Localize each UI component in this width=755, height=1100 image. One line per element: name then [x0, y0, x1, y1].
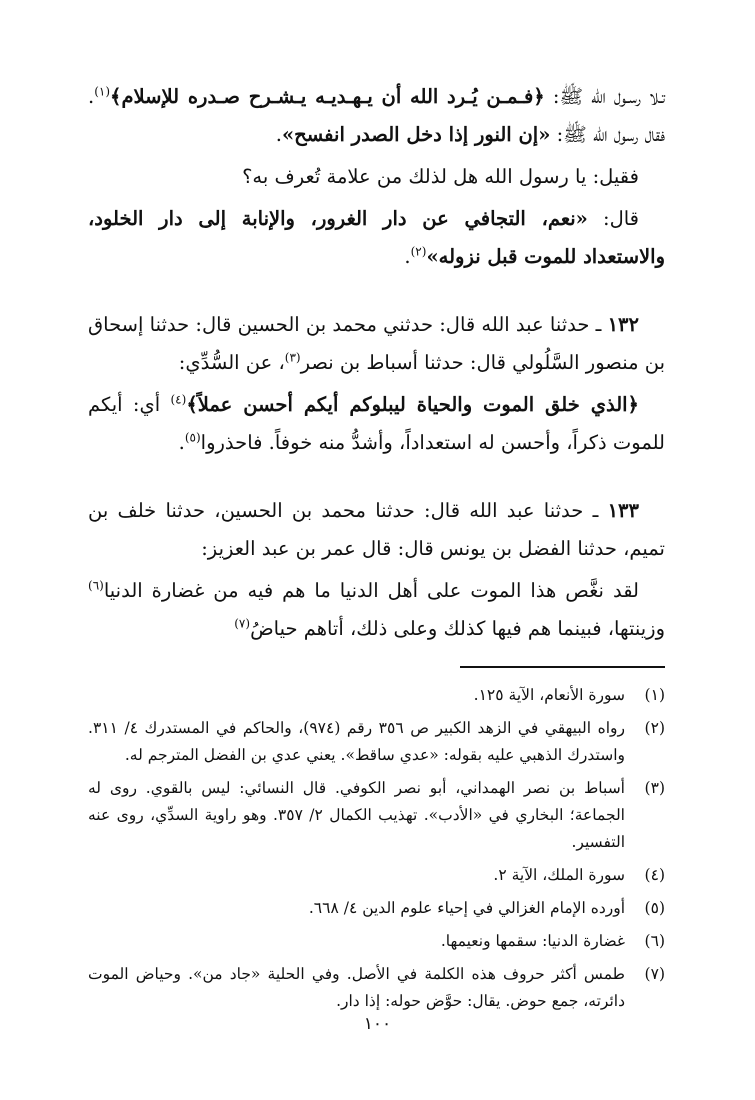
footnote-number: (١) [644, 686, 665, 704]
quran-verse: ﴿الذي خلق الموت والحياة ليبلوكم أيكم أحسن عملاً﴾ [186, 393, 639, 416]
footnote-divider [460, 666, 665, 668]
paragraph-umar-saying [88, 572, 665, 648]
text-run: . فقال رسول الله ﷺ: [88, 85, 665, 146]
footnote-number: (٢) [644, 719, 665, 737]
footnote-3 [88, 775, 665, 856]
footnote-number: (٥) [644, 899, 665, 917]
text-run: فقيل: يا رسول الله هل لذلك من علامة تُعرف به؟ [242, 165, 639, 188]
text-run: ـ حدثنا عبد الله قال: حدثنا محمد بن الحسين، حدثنا خلف بن تميم، حدثنا الفضل بن يونس قال: قال عمر بن عبد العزيز: [88, 499, 665, 560]
text-run: ، عن السُّدِّي: [178, 351, 285, 374]
footnote-ref[interactable]: (٣) [284, 350, 301, 365]
footnote-text: أسباط بن نصر الهمداني، أبو نصر الكوفي. قال النسائي: ليس بالقوي. روى له الجماعة؛ البخاري في «الأدب». تهذيب الكمال ٢/ ٣٥٧. وهو راوية السدِّي، روى عنه التفسير. [88, 779, 625, 851]
footnote-text: أورده الإمام الغزالي في إحياء علوم الدين ٤/ ٦٦٨. [308, 899, 625, 917]
footnote-6 [88, 928, 665, 955]
text-run: وزينتها، فبينما هم فيها كذلك وعلى ذلك، أتاهم حياضُ [250, 617, 665, 640]
footnote-number: (٣) [644, 779, 665, 797]
paragraph-verse-commentary [88, 386, 665, 462]
footnote-number: (٦) [644, 932, 665, 950]
narration-132 [88, 306, 665, 382]
text-run: . [275, 123, 282, 146]
paragraph-answer [88, 200, 665, 276]
footnote-ref[interactable]: (٥) [184, 430, 201, 445]
text-run: ـ حدثنا عبد الله قال: حدثني محمد بن الحسين قال: حدثنا إسحاق بن منصور السَّلُولي قال: حدثنا أسباط بن نصر [88, 313, 665, 374]
footnote-7 [88, 961, 665, 1015]
page-number: ١٠٠ [363, 1014, 392, 1034]
footnotes-section [88, 682, 665, 1015]
footnote-ref[interactable]: (١) [94, 84, 111, 99]
footnote-2 [88, 715, 665, 769]
footnote-ref[interactable]: (٤) [170, 392, 187, 407]
text-run: قال: [587, 207, 640, 230]
paragraph-question [88, 158, 665, 196]
footnote-ref[interactable]: (٧) [234, 616, 251, 631]
footnote-1 [88, 682, 665, 709]
footnote-number: (٧) [644, 965, 665, 983]
footnote-ref[interactable]: (٦) [88, 578, 104, 593]
quran-verse: ﴿فـمـن يُـرد الله أن يـهـديـه يـشـرح صـدره للإسلام﴾ [110, 85, 545, 108]
text-run: أي: أيكم للموت ذكراً، وأحسن له استعداداً، وأشدُّ منه خوفاً. فاحذروا [88, 393, 665, 454]
footnote-text: رواه البيهقي في الزهد الكبير ص ٣٥٦ رقم (٩٧٤)، والحاكم في المستدرك ٤/ ٣١١. واستدرك الذهبي عليه بقوله: «عدي ساقط». يعني عدي بن الفضل المترجم له. [88, 719, 625, 764]
footnote-5 [88, 895, 665, 922]
text-run: . [178, 431, 185, 454]
footnote-ref[interactable]: (٢) [410, 244, 427, 259]
footnote-text: سورة الملك، الآية ٢. [493, 866, 625, 884]
narration-number: ١٣٣ [607, 499, 639, 522]
text-run: تـلا رسـول الله ﷺ: [544, 85, 666, 108]
text-run: . [404, 245, 411, 268]
footnote-number: (٤) [644, 866, 665, 884]
text-run: لقد نغَّص هذا الموت على أهل الدنيا ما هم فيه من غضارة الدنيا [103, 579, 639, 602]
hadith-quote: «نعم، التجافي عن دار الغرور، والإنابة إلى دار الخلود، والاستعداد للموت قبل نزوله» [88, 207, 665, 268]
narration-number: ١٣٢ [607, 313, 639, 336]
hadith-quote: «إن النور إذا دخل الصدر انفسح» [281, 123, 551, 146]
footnote-4 [88, 862, 665, 889]
footnote-text: طمس أكثر حروف هذه الكلمة في الأصل. وفي الحلية «جاد من». وحياض الموت دائرته، جمع حوض. يقال: حوَّض حوله: إذا دار. [88, 965, 625, 1010]
paragraph-hadith-recitation [88, 78, 665, 154]
narration-133 [88, 492, 665, 568]
footnote-text: غضارة الدنيا: سقمها ونعيمها. [440, 932, 625, 950]
footnote-text: سورة الأنعام، الآية ١٢٥. [473, 686, 625, 704]
